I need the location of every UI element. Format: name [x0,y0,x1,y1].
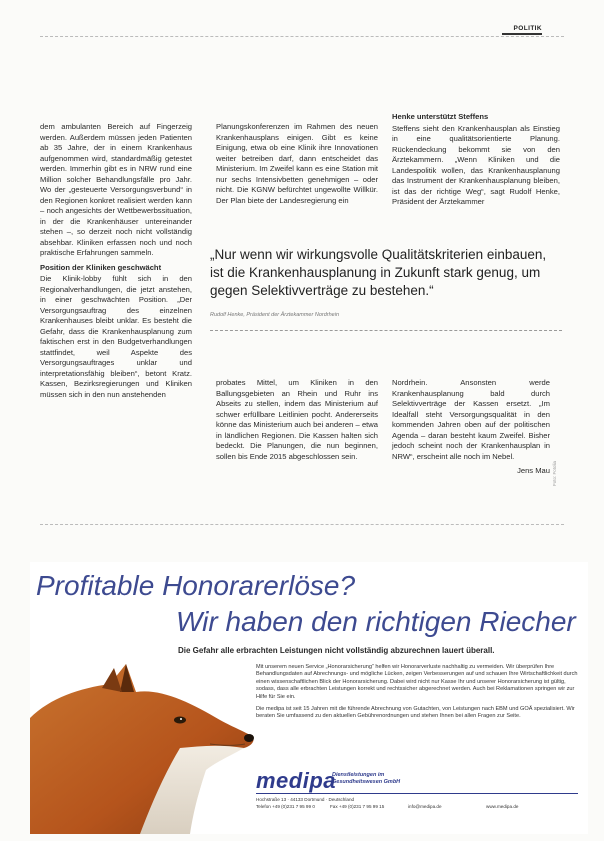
article-paragraph: Die Klinik-lobby fühlt sich in den Regionalverhandlungen, die jetzt anstehen, in einer geschwächten Position. „Der Versorgungsauftrag des einzelnen Krankenhauses bleibt unklar. Es besteht die Gefahr, dass die Krankenhausplanung zum faktischen erst in den Budgetverhandlungen stattfindet, weil Aspekte des Versorgungsauftrages unklar und interpretationsfähig bleiben“, betont Kratz. Kassen, Bezirksregierungen und Kliniken müssen sich in den nun anstehenden [40,274,192,399]
pull-quote-rule [210,330,562,331]
header-accent-rule [502,33,542,35]
brand-tagline: Dienstleistungen im Gesundheitswesen GmbH [332,772,401,785]
article-paragraph: dem ambulanten Bereich auf Fingerzeig werden. Außerdem müssen jeden Patienten ab 35 Jahre, der in einem Krankenhaus aufgenommen wird, standardmäßig getestet werden. Immerhin gibt es in NRW rund eine Million solcher Behandlungsfälle pro Jahr. Wo der „gesteuerte Versorgungsverbund“ in den Regionen konkret realisiert werden kann – noch angesichts der Wettbewerbssituation, in der die Krankenhäuser untereinander stehen –, so derzeit noch nicht vollständig absehbar. Kliniken erfassen noch und noch praktische Erfahrungen sammeln. [40,122,192,257]
ad-headline-1: Profitable Honorarerlöse? [36,570,356,601]
ad-paragraph: Mit unserem neuen Service „Honorarsicherung“ helfen wir Honorarverluste nachhaltig zu vermeiden. Wir überprüfen Ihre Behandlungsdaten auf Abrechnungs- und mögliche Lücken, zeigen Verbesserungen auf und schauen Ihre Wirtschaftlichkeit durch einen wissenschaftlichen Blick der Honorarsicherung. Dabei wird nicht nur Kasse Ihr und unserer Honorarsicherung ist gültig, sodass, dass alle erbrachten Leistungen korrekt und rechtssicher abgerechnet werden. Auch bei Reklamationen springen wir zur Hilfe für Sie ein. [256,664,578,700]
header-rule [40,36,564,37]
article-column-2-top [216,122,378,206]
pull-quote-source: Rudolf Henke, Präsident der Ärztekammer Nordrhein [210,312,340,318]
author-signature: Jens Mau [517,466,550,475]
brand-logo: medipa [256,768,337,793]
article-column-2-bottom [216,378,378,462]
article-column-3-bottom [392,378,550,477]
ad-subline: Die Gefahr alle erbrachten Leistungen nicht vollständig abzurechnen lauert überall. [178,646,495,655]
subheading: Henke unterstützt Steffens [392,112,489,121]
article-column-3-top [392,112,560,208]
article-paragraph: probates Mittel, um Kliniken in den Ballungsgebieten an Rhein und Ruhr ins Abseits zu stellen, indem das Ministerium auf schwer erfüllbare Leitlinien pocht. Andererseits könne das Ministerium auch bei anderen – etwa in ländlichen Regionen. Die Kassen halten sich bedeckt. Die Planungen, die nun beginnen, sollen bis Ende 2015 abgeschlossen sein. [216,378,378,461]
ad-headline-2: Wir haben den richtigen Riecher [176,606,576,637]
contact-website[interactable]: www.medipa.de [486,804,519,809]
article-paragraph: Planungskonferenzen im Rahmen des neuen Krankenhausplans einigen. Gibt es keine Einigung, etwa ob eine Klinik ihre Innovationen weiter betreiben darf, dann entscheidet das Ministerium. Im Zweifel kann es eine Station mit nur sechs Intensivbetten genehmigen – oder nicht. Die KGNW befürchtet ungewollte Willkür. Der Plan biete der Landesregierung ein [216,122,378,205]
article-paragraph: Nordrhein. Ansonsten werde Krankenhausplanung bald durch Selektivverträge der Kassen ersetzt. „Im Idealfall steht Versorgungsqualität in den kommenden Jahren oben auf der politischen Agenda – daran besteht kaum Zweifel. Bisher jedoch scheint noch der Krankenhausplan in NRW“, erscheint alle noch im Nebel. [392,378,550,461]
photo-credit: Foto: Fotolia [552,460,557,486]
article-paragraph: Steffens sieht den Krankenhausplan als Einstieg in eine qualitätsorientierte Planung. Rückendeckung bekommt sie von den Ärztekammern. „Wenn Kliniken und die Landespolitik wollen, das Krankenhausplanung das Instrument der Krankenhausplanung bleiben, ist das der richtige Weg“, sagt Rudolf Henke, Präsident der Ärztekammer [392,123,560,206]
article-end-rule [40,524,564,525]
advertisement [30,562,588,834]
subheading: Position der Kliniken geschwächt [40,262,162,272]
pull-quote: „Nur wenn wir wirkungsvolle Qualitätskriterien einbauen, ist die Krankenhausplanung in Zukunft stark genug, um gegen Selektivverträge zu bestehen.“ [210,247,547,298]
brand-rule [256,793,578,794]
section-label: POLITIK [513,25,542,32]
ad-paragraph: Die medipa ist seit 15 Jahren mit die führende Abrechnung von Gutachten, von Leistungen nach EBM und GOÄ spezialisiert. Wir beraten Sie umfassend zu den aktuellen Gebührenordnungen und stehen Ihnen bei allen Fragen zur Seite. [256,706,575,720]
contact-email[interactable]: info@medipa.de [408,804,442,809]
contact-address: Hochstraße 13 · 44133 Dortmund · Deutschland [256,797,355,802]
contact-phone: Telefon +49 (0)231 7 95 99 0 [256,804,315,809]
contact-fax: Fax +49 (0)231 7 95 99 15 [330,804,385,809]
article-column-1 [40,122,192,400]
ad-body-text [256,664,582,726]
